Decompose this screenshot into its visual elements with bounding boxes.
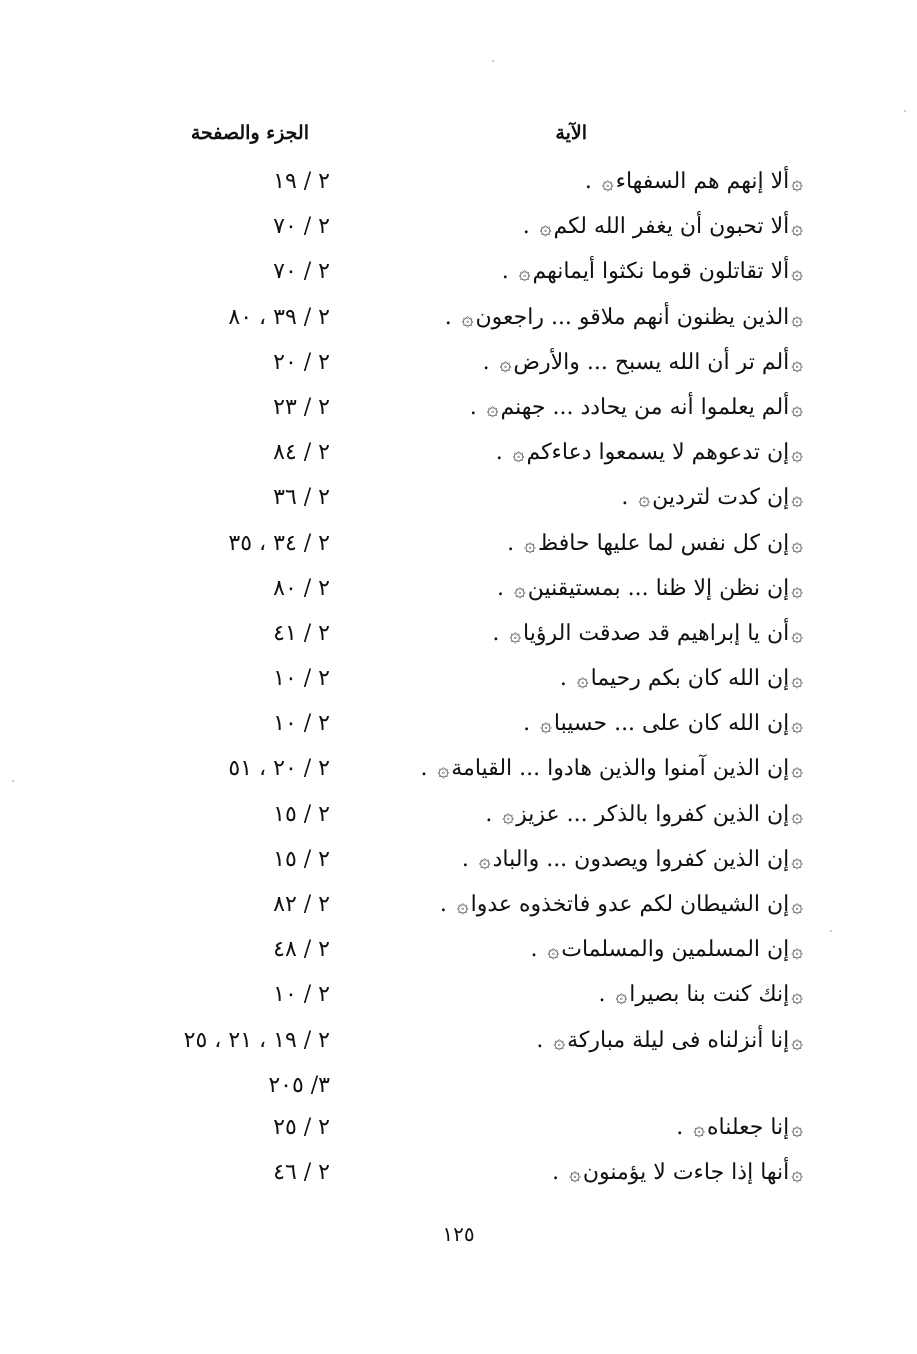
opening-bracket-ornament-icon: ۞ (791, 576, 803, 601)
index-row (0, 525, 917, 570)
verse-label: إن نظن إلا ظنا ... بمستيقنين (527, 575, 790, 601)
opening-bracket-ornament-icon: ۞ (791, 712, 803, 737)
opening-bracket-ornament-icon: ۞ (791, 893, 803, 917)
index-row (0, 931, 917, 976)
end-period: . (485, 801, 493, 827)
verse-label: ألا إنهم هم السفهاء (615, 169, 790, 194)
verse-text (445, 303, 805, 333)
verse-label: إن الله كان على ... حسيبا (553, 711, 790, 737)
end-period: . (507, 530, 515, 556)
verse-text (462, 845, 805, 875)
verse-column-heading: الآية (555, 122, 587, 144)
verse-text (483, 348, 805, 378)
volume-page-ref: ٢ / ٣٩ ، ٨٠ (228, 304, 330, 330)
verse-label: إن الذين كفروا بالذكر ... عزيز (516, 801, 790, 827)
closing-bracket-ornament-icon: ۞ (547, 938, 560, 963)
end-period: . (559, 666, 567, 692)
index-row (0, 841, 917, 886)
verse-label: إن الشيطان لكم عدو فاتخذوه عدوا (470, 892, 790, 917)
verse-label: إنا جعلناه (706, 1114, 790, 1140)
verse-text (536, 1026, 805, 1056)
closing-bracket-ornament-icon: ۞ (509, 621, 522, 646)
end-period: . (523, 711, 531, 737)
verse-label: إن كدت لتردين (652, 485, 790, 511)
verse-text (492, 619, 805, 649)
verse-text (621, 483, 805, 513)
closing-bracket-ornament-icon: ۞ (693, 1115, 705, 1140)
opening-bracket-ornament-icon: ۞ (791, 938, 803, 963)
volume-page-ref: ٢ / ٤٦ (273, 1159, 330, 1185)
verse-text (502, 257, 805, 287)
opening-bracket-ornament-icon: ۞ (791, 1115, 803, 1140)
index-row (0, 1067, 917, 1101)
volume-page-ref: ٢ / ٢٣ (273, 394, 330, 420)
end-period: . (621, 485, 629, 511)
volume-page-ref: ٢ / ٨٠ (273, 575, 330, 601)
index-row (0, 705, 917, 750)
index-row (0, 208, 917, 253)
closing-bracket-ornament-icon: ۞ (601, 170, 614, 194)
volume-page-ref: ٢ / ١٠ (273, 666, 330, 692)
index-row (0, 796, 917, 841)
end-period: . (676, 1114, 684, 1140)
volume-page-ref: ٢ / ١٥ (273, 801, 330, 827)
volume-page-ref: ٢ / ٤١ (273, 620, 330, 646)
verse-label: أن يا إبراهيم قد صدقت الرؤيا (523, 620, 790, 646)
end-period: . (469, 394, 477, 420)
closing-bracket-ornament-icon: ۞ (518, 260, 531, 285)
volume-page-ref: ٢ / ١٠ (273, 711, 330, 737)
end-period: . (482, 349, 490, 375)
volume-page-ref: ٢ / ٣٤ ، ٣٥ (228, 530, 330, 556)
verse-label: ألا تقاتلون قوما نكثوا أيمانهم (532, 259, 790, 285)
index-row (0, 1154, 917, 1199)
volume-page-ref: ٢ / ١٩ (273, 169, 330, 194)
closing-bracket-ornament-icon: ۞ (461, 305, 474, 330)
index-row (0, 344, 917, 389)
verse-text (470, 393, 805, 423)
volume-page-ref: ٢ / ٨٢ (273, 892, 330, 917)
volume-page-ref: ٢ / ١٠ (273, 982, 330, 1008)
closing-bracket-ornament-icon: ۞ (540, 712, 552, 737)
volume-page-ref: ٣/ ٢٠٥ (268, 1072, 330, 1098)
volume-page-ref: ٢ / ١٩ ، ٢١ ، ٢٥ (183, 1027, 330, 1053)
verse-label: الذين يظنون أنهم ملاقو ... راجعون (475, 304, 790, 330)
volume-page-ref: ٢ / ٢٥ (273, 1114, 330, 1140)
closing-bracket-ornament-icon: ۞ (576, 667, 589, 692)
volume-page-ref: ٢ / ٢٠ ، ٥١ (228, 756, 330, 782)
verse-text (523, 709, 805, 739)
index-row (0, 660, 917, 705)
volume-page-ref: ٢ / ٢٠ (273, 349, 330, 375)
closing-bracket-ornament-icon: ۞ (512, 441, 525, 466)
verse-label: إن الذين آمنوا والذين هادوا ... القيامة (451, 756, 790, 782)
verse-text (676, 1113, 805, 1143)
closing-bracket-ornament-icon: ۞ (524, 531, 536, 556)
end-period: . (444, 304, 452, 330)
closing-bracket-ornament-icon: ۞ (486, 395, 499, 420)
opening-bracket-ornament-icon: ۞ (791, 847, 803, 872)
volume-page-ref: ٢ / ٨٤ (273, 440, 330, 466)
end-period: . (536, 1027, 544, 1053)
verse-label: ألم يعلموا أنه من يحادد ... جهنم (500, 394, 790, 420)
opening-bracket-ornament-icon: ۞ (791, 1160, 803, 1185)
opening-bracket-ornament-icon: ۞ (791, 260, 803, 285)
opening-bracket-ornament-icon: ۞ (791, 757, 803, 782)
end-period: . (584, 169, 592, 194)
verse-text (496, 438, 805, 468)
index-row (0, 750, 917, 795)
opening-bracket-ornament-icon: ۞ (791, 486, 803, 511)
closing-bracket-ornament-icon: ۞ (478, 847, 491, 872)
index-row (0, 253, 917, 298)
end-period: . (439, 892, 447, 917)
opening-bracket-ornament-icon: ۞ (791, 983, 803, 1008)
volume-page-ref: ٢ / ٧٠ (273, 259, 330, 285)
index-row (0, 389, 917, 434)
opening-bracket-ornament-icon: ۞ (791, 395, 803, 420)
closing-bracket-ornament-icon: ۞ (514, 576, 526, 601)
volume-page-ref: ٢ / ٣٦ (273, 485, 330, 511)
end-period: . (495, 440, 503, 466)
index-row (0, 163, 917, 208)
end-period: . (530, 937, 538, 963)
opening-bracket-ornament-icon: ۞ (791, 350, 803, 375)
verse-text (485, 800, 805, 830)
verse-text (552, 1158, 805, 1188)
verse-text (599, 980, 805, 1010)
end-period: . (501, 259, 509, 285)
opening-bracket-ornament-icon: ۞ (791, 215, 803, 240)
index-row (0, 976, 917, 1021)
end-period: . (497, 575, 505, 601)
opening-bracket-ornament-icon: ۞ (791, 441, 803, 466)
index-row (0, 1109, 917, 1154)
scan-speck (904, 110, 906, 112)
closing-bracket-ornament-icon: ۞ (499, 350, 512, 375)
volume-page-ref: ٢ / ٤٨ (273, 937, 330, 963)
verse-text (421, 754, 805, 784)
scan-speck (12, 780, 14, 782)
scan-speck (492, 60, 494, 62)
closing-bracket-ornament-icon: ۞ (539, 215, 552, 240)
verse-text (497, 574, 805, 604)
volume-page-ref: ٢ / ١٥ (273, 846, 330, 872)
verse-label: إن كل نفس لما عليها حافظ (537, 530, 790, 556)
closing-bracket-ornament-icon: ۞ (502, 802, 515, 827)
verse-index-list (0, 163, 917, 1199)
volume-page-ref: ٢ / ٧٠ (273, 214, 330, 240)
closing-bracket-ornament-icon: ۞ (615, 983, 628, 1008)
verse-label: ألا تحبون أن يغفر الله لكم (553, 214, 790, 240)
opening-bracket-ornament-icon: ۞ (791, 531, 803, 556)
verse-label: أنها إذا جاءت لا يؤمنون (582, 1159, 790, 1185)
verse-label: إن الذين كفروا ويصدون ... والباد (492, 846, 790, 872)
opening-bracket-ornament-icon: ۞ (791, 802, 803, 827)
index-row (0, 299, 917, 344)
verse-label: إنا أنزلناه فى ليلة مباركة (567, 1027, 790, 1053)
table-header (0, 122, 917, 156)
verse-label: إنك كنت بنا بصيرا (629, 982, 790, 1008)
verse-label: إن تدعوهم لا يسمعوا دعاءكم (526, 440, 790, 466)
end-period: . (492, 620, 500, 646)
closing-bracket-ornament-icon: ۞ (569, 1160, 581, 1185)
closing-bracket-ornament-icon: ۞ (456, 893, 469, 917)
verse-text (440, 890, 805, 920)
index-row (0, 615, 917, 660)
end-period: . (522, 214, 530, 240)
index-row (0, 434, 917, 479)
end-period: . (461, 846, 469, 872)
verse-text (523, 212, 805, 242)
end-period: . (598, 982, 606, 1008)
page-number: ١٢٥ (442, 1222, 475, 1246)
index-row (0, 886, 917, 931)
index-row (0, 479, 917, 524)
end-period: . (552, 1159, 560, 1185)
opening-bracket-ornament-icon: ۞ (791, 170, 803, 194)
closing-bracket-ornament-icon: ۞ (437, 757, 450, 782)
index-row (0, 570, 917, 615)
closing-bracket-ornament-icon: ۞ (553, 1028, 566, 1053)
opening-bracket-ornament-icon: ۞ (791, 1028, 803, 1053)
scan-speck (830, 930, 832, 932)
closing-bracket-ornament-icon: ۞ (638, 486, 651, 511)
opening-bracket-ornament-icon: ۞ (791, 621, 803, 646)
volume-page-column-heading: الجزء والصفحة (190, 122, 309, 144)
verse-text (560, 664, 805, 694)
verse-label: إن الله كان بكم رحيما (590, 666, 790, 692)
index-row (0, 1022, 917, 1067)
opening-bracket-ornament-icon: ۞ (791, 667, 803, 692)
opening-bracket-ornament-icon: ۞ (791, 305, 803, 330)
end-period: . (420, 756, 428, 782)
verse-label: ألم تر أن الله يسبح ... والأرض (513, 349, 790, 375)
verse-text (507, 529, 805, 559)
verse-text (585, 167, 805, 197)
verse-label: إن المسلمين والمسلمات (561, 937, 790, 963)
verse-text (531, 935, 805, 965)
